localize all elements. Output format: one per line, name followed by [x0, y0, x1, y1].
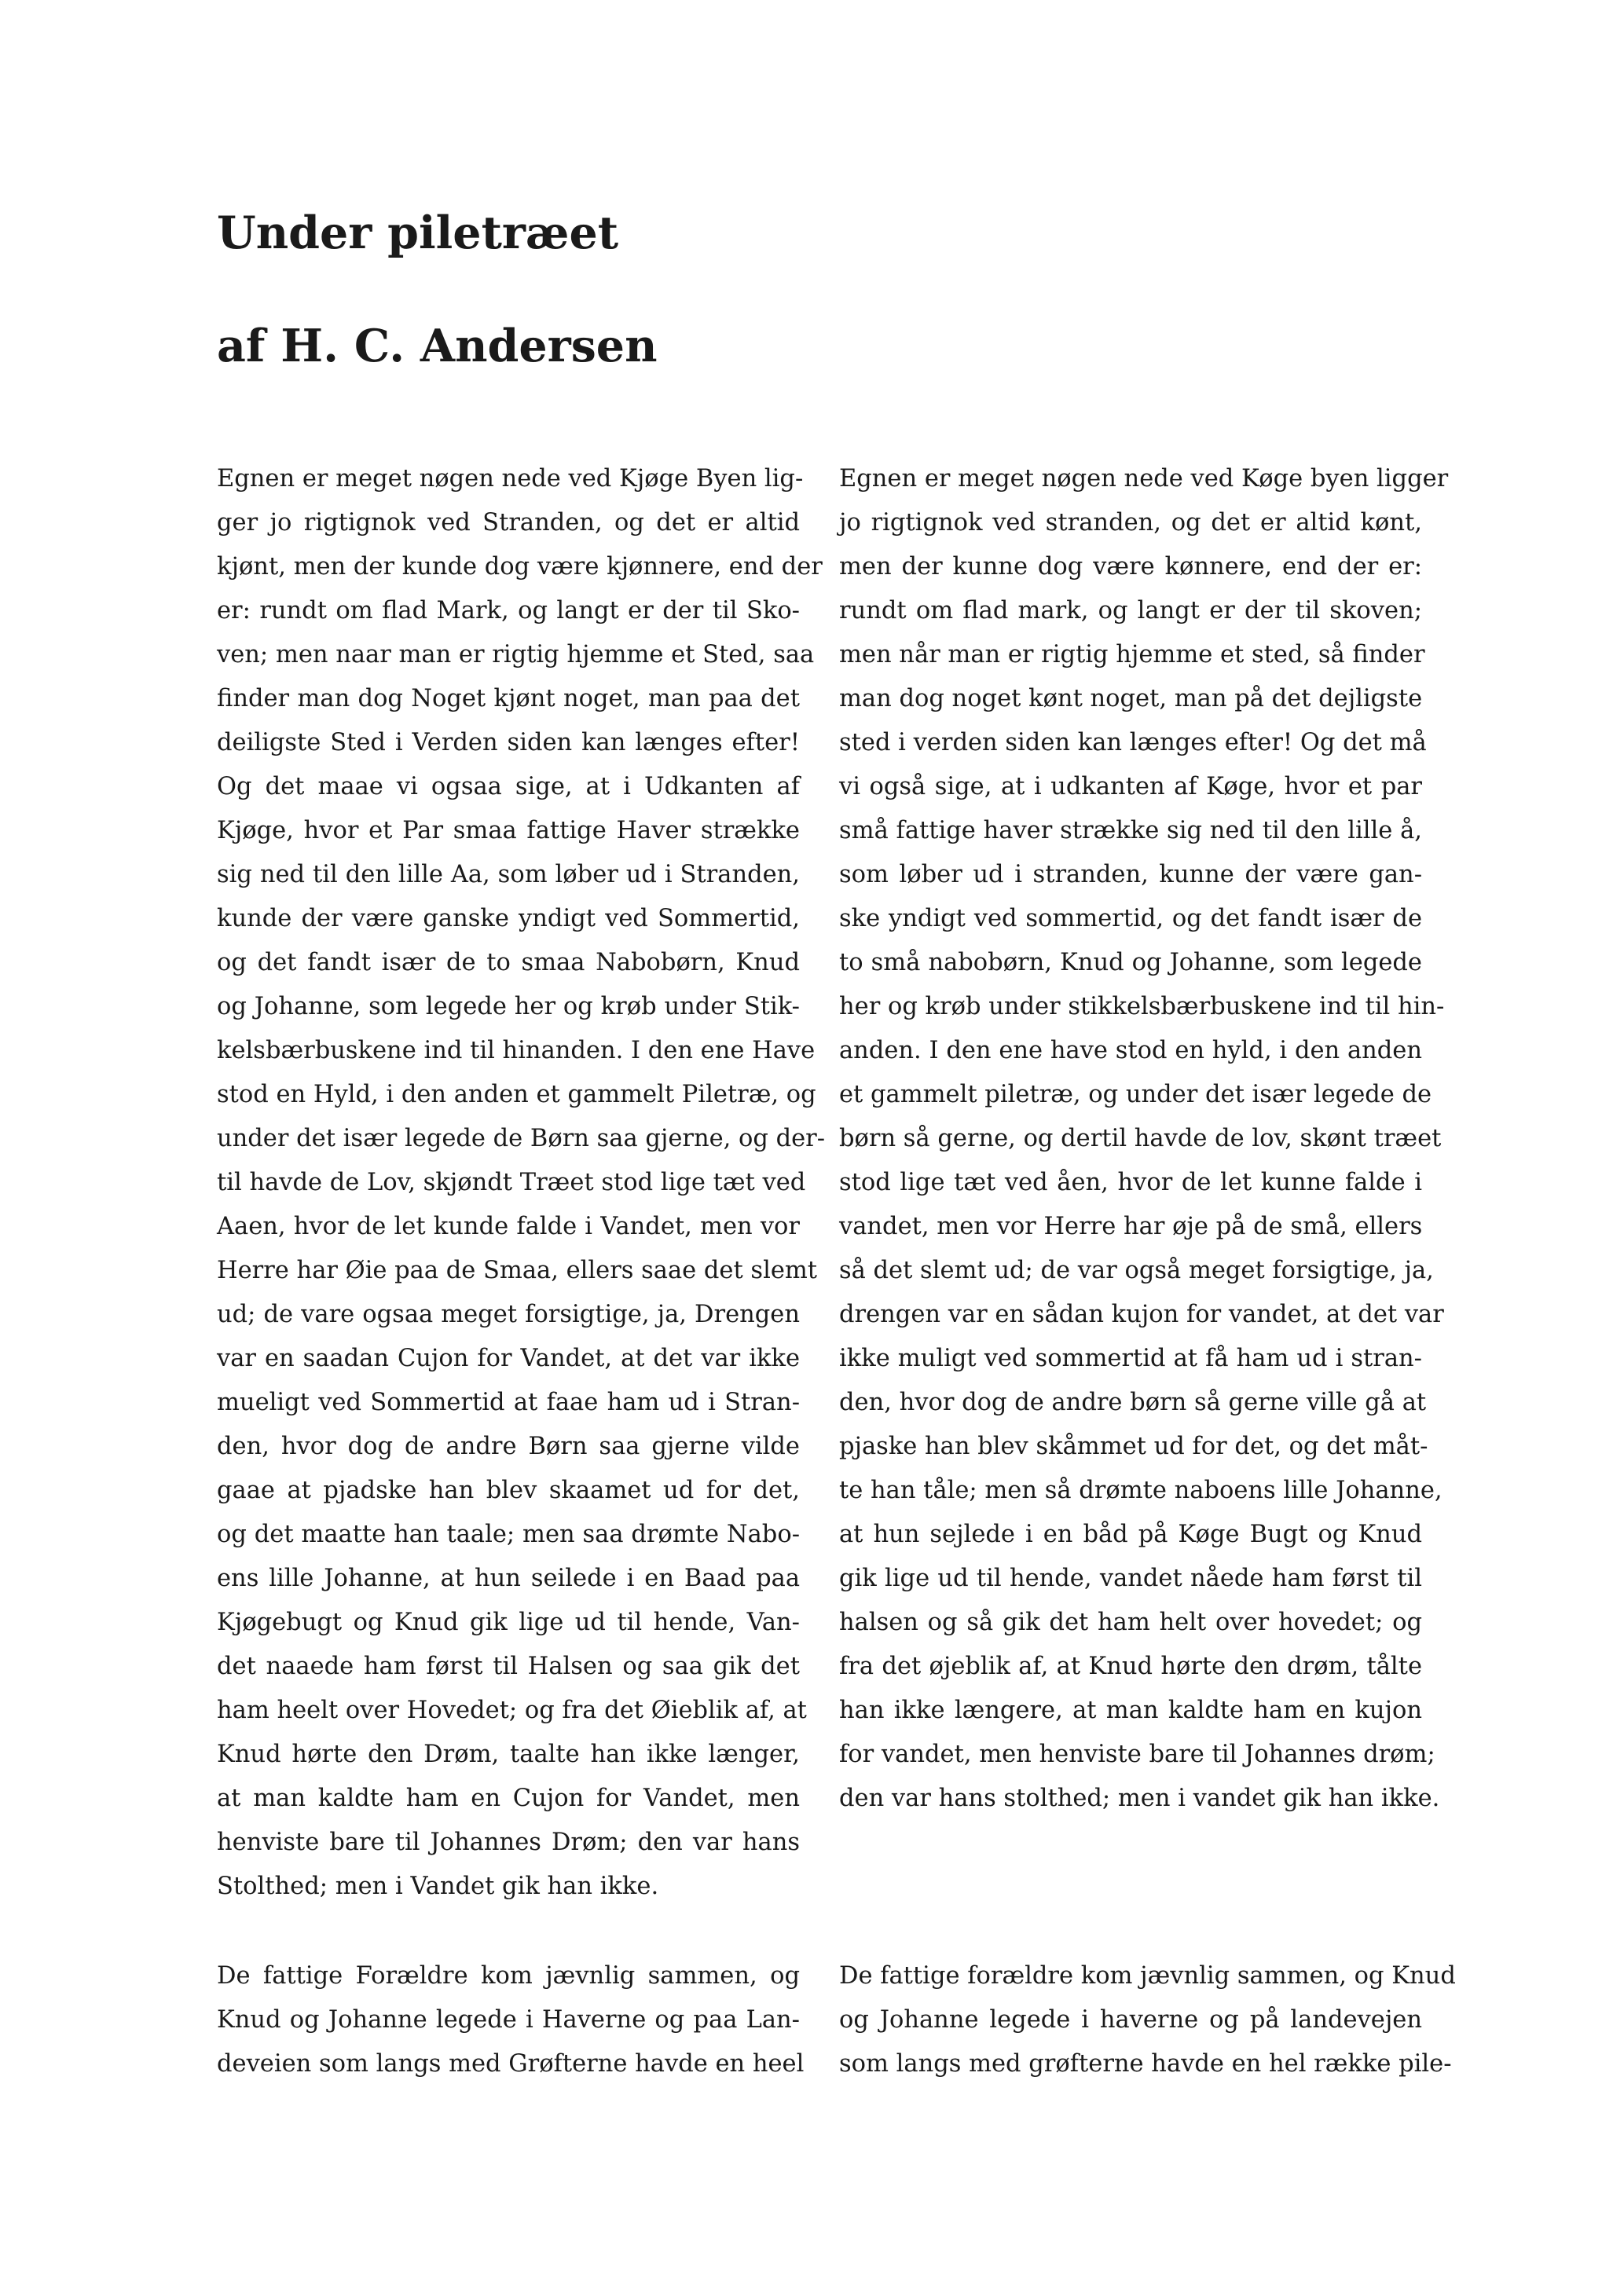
text-line: drengen var en sådan kujon for vandet, at det var — [839, 1301, 1444, 1328]
text-line: under det især legede de Børn saa gjerne, og der- — [217, 1125, 826, 1152]
text-line: vandet, men vor Herre har øje på de små, ellers — [839, 1213, 1423, 1240]
text-line: Stolthed; men i Vandet gik han ikke. — [217, 1873, 659, 1900]
author-heading: af H. C. Andersen — [217, 320, 658, 372]
text-line: ven; men naar man er rigtig hjemme et Sted, saa — [217, 641, 815, 668]
text-line: Egnen er meget nøgen nede ved Kjøge Byen lig- — [217, 465, 804, 493]
text-line: halsen og så gik det ham helt over hovedet; og — [839, 1609, 1422, 1636]
text-line: ham heelt over Hovedet; og fra det Øieblik af, at — [217, 1697, 807, 1724]
text-line: at hun sejlede i en båd på Køge Bugt og Knud — [839, 1521, 1422, 1548]
text-line: og Johanne legede i haverne og på landevejen — [839, 2006, 1422, 2034]
text-line: den, hvor dog de andre børn så gerne ville gå at — [839, 1389, 1427, 1416]
text-line: deveien som langs med Grøfterne havde en heel — [217, 2050, 805, 2078]
text-line: ens lille Johanne, at hun seilede i en Baad paa — [217, 1565, 800, 1592]
text-line: to små nabobørn, Knud og Johanne, som legede — [839, 949, 1422, 976]
page-title: Under piletræet — [217, 207, 619, 259]
text-line: Og det maae vi ogsaa sige, at i Udkanten af — [217, 773, 800, 800]
text-line: var en saadan Cujon for Vandet, at det var ikke — [217, 1345, 800, 1372]
left-column-paragraph-2 — [217, 1954, 805, 2086]
text-line: Egnen er meget nøgen nede ved Køge byen ligger — [839, 465, 1449, 493]
right-column-paragraph-2 — [839, 1954, 1456, 2086]
text-line: for vandet, men henviste bare til Johannes drøm; — [839, 1741, 1435, 1768]
text-line: sig ned til den lille Aa, som løber ud i Stranden, — [217, 861, 800, 888]
text-line: henviste bare til Johannes Drøm; den var hans — [217, 1829, 800, 1856]
text-line: men der kunne dog være kønnere, end der er: — [839, 553, 1422, 580]
text-line: kunde der være ganske yndigt ved Sommertid, — [217, 905, 800, 932]
text-line: anden. I den ene have stod en hyld, i den anden — [839, 1037, 1422, 1064]
text-line: så det slemt ud; de var også meget forsigtige, ja, — [839, 1257, 1434, 1284]
text-line: Kjøgebugt og Knud gik lige ud til hende, Van- — [217, 1609, 800, 1636]
text-line: ud; de vare ogsaa meget forsigtige, ja, Drengen — [217, 1301, 800, 1328]
text-line: stod en Hyld, i den anden et gammelt Piletræ, og — [217, 1081, 816, 1108]
text-line: te han tåle; men så drømte naboens lille Johanne, — [839, 1477, 1443, 1504]
text-line: jo rigtignok ved stranden, og det er altid kønt, — [839, 509, 1422, 536]
text-line: til havde de Lov, skjøndt Træet stod lige tæt ved — [217, 1169, 806, 1196]
text-line: Knud og Johanne legede i Haverne og paa Lan- — [217, 2006, 800, 2034]
text-line: kelsbærbuskene ind til hinanden. I den ene Have — [217, 1037, 816, 1064]
text-line: her og krøb under stikkelsbærbuskene ind til hin- — [839, 993, 1445, 1020]
text-line: og det fandt især de to smaa Nabobørn, Knud — [217, 949, 800, 976]
text-line: Kjøge, hvor et Par smaa fattige Haver strække — [217, 817, 800, 844]
text-line: De fattige Forældre kom jævnlig sammen, og — [217, 1962, 800, 1990]
text-line: små fattige haver strække sig ned til den lille å, — [839, 817, 1422, 844]
text-line: kjønt, men der kunde dog være kjønnere, end der — [217, 553, 823, 580]
text-line: fra det øjeblik af, at Knud hørte den drøm, tålte — [839, 1653, 1422, 1680]
text-line: vi også sige, at i udkanten af Køge, hvor et par — [839, 773, 1422, 800]
text-line: Knud hørte den Drøm, taalte han ikke længer, — [217, 1741, 800, 1768]
text-line: stod lige tæt ved åen, hvor de let kunne falde i — [839, 1169, 1422, 1196]
text-line: finder man dog Noget kjønt noget, man paa det — [217, 685, 800, 712]
left-column-paragraph-1 — [217, 457, 826, 1909]
text-line: er: rundt om flad Mark, og langt er der til Sko- — [217, 597, 800, 624]
text-line: som løber ud i stranden, kunne der være gan- — [839, 861, 1422, 888]
text-line: pjaske han blev skåmmet ud for det, og det måt- — [839, 1433, 1428, 1460]
text-line: det naaede ham først til Halsen og saa gik det — [217, 1653, 800, 1680]
text-line: Aaen, hvor de let kunde falde i Vandet, men vor — [217, 1213, 800, 1240]
text-line: at man kaldte ham en Cujon for Vandet, men — [217, 1785, 800, 1812]
text-line: og det maatte han taale; men saa drømte Nabo- — [217, 1521, 800, 1548]
text-line: mueligt ved Sommertid at faae ham ud i Stran- — [217, 1389, 800, 1416]
text-line: gik lige ud til hende, vandet nåede ham først til — [839, 1565, 1422, 1592]
text-line: og Johanne, som legede her og krøb under Stik- — [217, 993, 800, 1020]
text-line: deiligste Sted i Verden siden kan længes efter! — [217, 729, 800, 756]
text-line: gaae at pjadske han blev skaamet ud for det, — [217, 1477, 800, 1504]
text-line: De fattige forældre kom jævnlig sammen, og Knud — [839, 1962, 1456, 1990]
text-line: den, hvor dog de andre Børn saa gjerne vilde — [217, 1433, 800, 1460]
text-line: ske yndigt ved sommertid, og det fandt især de — [839, 905, 1422, 932]
text-line: man dog noget kønt noget, man på det dejligste — [839, 685, 1423, 712]
text-line: han ikke længere, at man kaldte ham en kujon — [839, 1697, 1422, 1724]
right-column-paragraph-1 — [839, 457, 1449, 1821]
text-line: ikke muligt ved sommertid at få ham ud i stran- — [839, 1345, 1422, 1372]
text-line: ger jo rigtignok ved Stranden, og det er altid — [217, 509, 800, 536]
text-line: et gammelt piletræ, og under det især legede de — [839, 1081, 1432, 1108]
text-line: den var hans stolthed; men i vandet gik han ikke. — [839, 1785, 1440, 1812]
text-line: Herre har Øie paa de Smaa, ellers saae det slemt — [217, 1257, 818, 1284]
text-line: sted i verden siden kan længes efter! Og det må — [839, 729, 1427, 756]
text-line: børn så gerne, og dertil havde de lov, skønt træet — [839, 1125, 1442, 1152]
text-line: rundt om flad mark, og langt er der til skoven; — [839, 597, 1422, 624]
text-line: som langs med grøfterne havde en hel række pile- — [839, 2050, 1452, 2078]
text-line: men når man er rigtig hjemme et sted, så finder — [839, 641, 1425, 668]
